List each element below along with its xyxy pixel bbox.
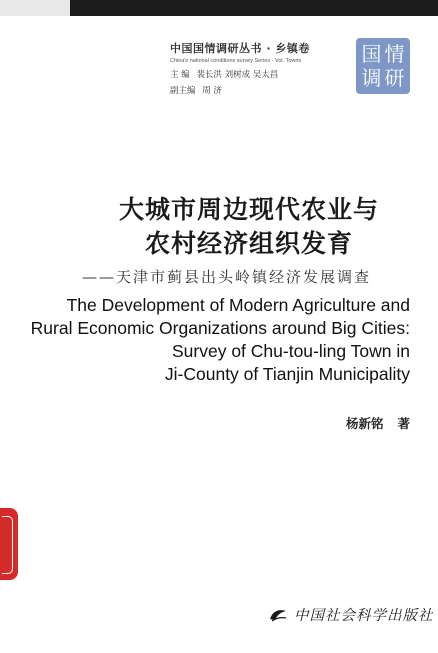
title-en-line-3: Survey of Chu-tou-ling Town in <box>172 341 410 361</box>
top-dark-strip <box>0 0 438 16</box>
deputy-editor-label: 副主编 <box>170 86 196 96</box>
deputy-editor-name: 周 济 <box>202 86 222 96</box>
publisher <box>268 604 434 625</box>
editors-line <box>170 68 360 80</box>
series-subtitle-en: China's national conditions survey Series - Vol. Towns <box>170 58 302 64</box>
publisher-name: 中国社会科学出版社 <box>294 608 434 624</box>
title-cn-line-1: 大城市周边现代农业与 <box>118 195 379 224</box>
series-header <box>170 40 360 96</box>
subtitle-cn: ——天津市蓟县出头岭镇经济发展调查 <box>82 268 372 286</box>
top-light-strip <box>0 0 70 16</box>
sticker-outline <box>2 516 13 574</box>
seal-char: 研 <box>384 66 405 90</box>
series-seal-logo <box>356 38 410 94</box>
title-cn-line-2: 农村经济组织发育 <box>144 229 353 258</box>
seal-char: 情 <box>384 42 405 66</box>
red-sticker <box>0 508 18 580</box>
author-line <box>346 414 410 432</box>
author-name: 杨新铭 <box>345 416 384 431</box>
deputy-editor-line <box>170 84 360 96</box>
series-title: 中国国情调研丛书 · 乡镇卷 <box>170 42 310 55</box>
editors-label: 主 编 <box>170 70 190 80</box>
seal-char: 国 <box>361 42 382 66</box>
author-role: 著 <box>397 416 410 431</box>
publisher-logo-icon <box>268 607 288 623</box>
title-en-line-1: The Development of Modern Agriculture and <box>66 295 410 315</box>
title-en-line-2: Rural Economic Organizations around Big Cities: <box>30 318 410 338</box>
editors-names: 裴长洪 刘树成 吴太昌 <box>196 70 279 80</box>
seal-char: 调 <box>361 66 382 90</box>
title-en-line-4: Ji-County of Tianjin Municipality <box>164 364 410 384</box>
